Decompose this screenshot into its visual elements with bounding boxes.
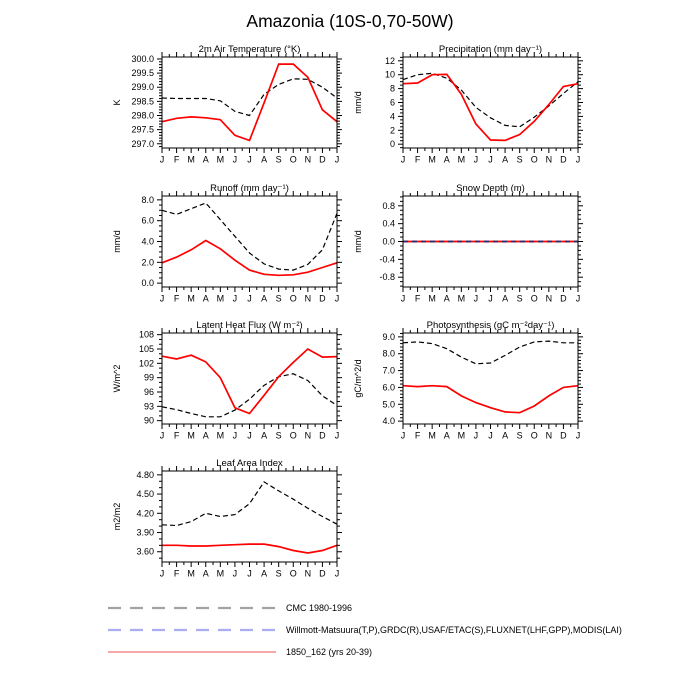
svg-text:J: J <box>247 293 252 304</box>
svg-text:-0.4: -0.4 <box>379 254 395 265</box>
y-axis-label: mm/d <box>353 230 363 253</box>
svg-text:O: O <box>530 154 538 165</box>
svg-text:J: J <box>247 430 252 441</box>
subplot-svg-latent-heat-flux <box>107 317 357 449</box>
svg-text:J: J <box>488 293 493 304</box>
y-axis-label: mm/d <box>112 230 122 253</box>
svg-text:J: J <box>232 293 238 304</box>
svg-text:A: A <box>261 430 268 441</box>
svg-text:J: J <box>159 293 165 304</box>
subplot-title: Snow Depth (m) <box>456 183 525 194</box>
legend-item-obs <box>107 624 622 636</box>
subplot-svg-photosynthesis <box>348 317 598 449</box>
subplot-title: Latent Heat Flux (W m⁻²) <box>196 320 303 331</box>
svg-text:D: D <box>319 293 326 304</box>
svg-text:M: M <box>187 154 195 165</box>
series-model <box>162 349 337 414</box>
svg-text:S: S <box>275 293 282 304</box>
svg-text:A: A <box>202 293 209 304</box>
svg-text:298.5: 298.5 <box>131 96 154 107</box>
plot-frame <box>162 57 337 148</box>
svg-text:298.0: 298.0 <box>131 110 154 121</box>
svg-text:D: D <box>560 293 567 304</box>
page-title: Amazonia (10S-0,70-50W) <box>246 11 454 31</box>
plot-frame <box>162 471 337 562</box>
svg-text:6: 6 <box>389 97 395 108</box>
svg-text:0.4: 0.4 <box>382 218 395 229</box>
svg-text:105: 105 <box>138 344 154 355</box>
svg-text:D: D <box>319 154 326 165</box>
svg-text:M: M <box>187 430 195 441</box>
svg-text:5.0: 5.0 <box>382 399 395 410</box>
svg-text:0.8: 0.8 <box>382 200 395 211</box>
svg-text:S: S <box>275 568 282 579</box>
subplot-svg-2m-air-temperature <box>107 41 357 173</box>
svg-text:99: 99 <box>143 372 154 383</box>
svg-text:90: 90 <box>143 415 154 426</box>
svg-text:D: D <box>319 568 326 579</box>
svg-text:N: N <box>545 293 553 304</box>
svg-text:108: 108 <box>138 329 154 340</box>
svg-text:M: M <box>187 293 195 304</box>
svg-text:A: A <box>261 568 268 579</box>
svg-text:297.5: 297.5 <box>131 124 154 135</box>
legend-line-obs-dashed <box>107 626 277 634</box>
y-axis-label: m2/m2 <box>112 502 122 531</box>
svg-text:S: S <box>516 154 523 165</box>
legend-label-cmc: CMC 1980-1996 <box>286 603 353 613</box>
svg-text:F: F <box>173 154 180 165</box>
svg-text:8.0: 8.0 <box>382 348 395 359</box>
svg-text:N: N <box>545 154 553 165</box>
series-model <box>162 64 337 140</box>
legend-item-model <box>107 646 372 658</box>
subplot-title: Precipitation (mm day⁻¹) <box>438 44 543 55</box>
series-model <box>162 544 337 553</box>
svg-text:S: S <box>516 293 523 304</box>
subplot-precipitation <box>348 41 598 173</box>
subplot-svg-runoff <box>107 180 357 312</box>
series-model <box>162 241 337 276</box>
svg-text:300.0: 300.0 <box>131 53 154 64</box>
svg-text:J: J <box>334 568 340 579</box>
subplot-title: Photosynthesis (gC m⁻²day⁻¹) <box>426 320 555 331</box>
legend-line-cmc-dashed <box>107 604 277 612</box>
svg-text:297.0: 297.0 <box>131 138 154 149</box>
svg-text:M: M <box>216 293 225 304</box>
svg-text:O: O <box>289 568 297 579</box>
svg-text:M: M <box>187 568 195 579</box>
svg-text:A: A <box>261 154 268 165</box>
svg-text:J: J <box>232 430 238 441</box>
svg-text:M: M <box>428 430 436 441</box>
svg-text:A: A <box>202 154 209 165</box>
svg-text:0.0: 0.0 <box>141 278 154 289</box>
svg-text:4.0: 4.0 <box>141 236 154 247</box>
svg-text:93: 93 <box>143 401 154 412</box>
plot-frame <box>403 333 578 424</box>
svg-text:299.0: 299.0 <box>131 82 154 93</box>
subplot-runoff <box>107 180 357 312</box>
svg-text:J: J <box>473 154 479 165</box>
svg-text:3.90: 3.90 <box>136 527 154 538</box>
svg-text:A: A <box>202 430 209 441</box>
subplot-svg-leaf-area-index <box>107 455 357 587</box>
svg-text:7.0: 7.0 <box>382 365 395 376</box>
series-cmc-obs <box>162 374 337 417</box>
svg-text:O: O <box>530 293 538 304</box>
svg-text:S: S <box>275 154 282 165</box>
svg-text:J: J <box>575 154 581 165</box>
subplot-svg-snow-depth <box>348 180 598 312</box>
svg-text:J: J <box>247 568 252 579</box>
y-axis-label: gC/m^2/d <box>353 359 363 398</box>
svg-text:F: F <box>414 430 421 441</box>
svg-text:102: 102 <box>138 358 154 369</box>
series-cmc-obs <box>162 203 337 270</box>
svg-text:J: J <box>473 293 479 304</box>
series-cmc-obs <box>162 482 337 526</box>
svg-text:A: A <box>502 430 509 441</box>
svg-text:J: J <box>334 154 340 165</box>
svg-text:A: A <box>443 154 450 165</box>
svg-text:O: O <box>289 154 297 165</box>
svg-text:8: 8 <box>389 83 395 94</box>
svg-text:M: M <box>457 154 466 165</box>
svg-text:M: M <box>428 293 436 304</box>
svg-text:O: O <box>530 430 538 441</box>
svg-text:4.20: 4.20 <box>136 508 154 519</box>
svg-text:6.0: 6.0 <box>141 215 154 226</box>
svg-text:N: N <box>304 293 312 304</box>
svg-text:0.0: 0.0 <box>382 236 395 247</box>
svg-text:J: J <box>334 293 340 304</box>
svg-text:N: N <box>545 430 553 441</box>
svg-text:F: F <box>173 568 180 579</box>
subplot-title: Leaf Area Index <box>216 458 283 469</box>
svg-text:N: N <box>304 568 312 579</box>
svg-text:4: 4 <box>389 111 395 122</box>
svg-text:N: N <box>304 154 312 165</box>
svg-text:A: A <box>443 293 450 304</box>
svg-text:J: J <box>334 430 340 441</box>
svg-text:3.60: 3.60 <box>136 546 154 557</box>
svg-text:12: 12 <box>384 55 395 66</box>
series-cmc-obs <box>403 341 578 364</box>
subplot-photosynthesis <box>348 317 598 449</box>
svg-text:0: 0 <box>389 139 395 150</box>
svg-text:F: F <box>173 430 180 441</box>
svg-text:J: J <box>575 293 581 304</box>
svg-text:M: M <box>216 568 225 579</box>
legend-label-obs: Willmott-Matsuura(T,P),GRDC(R),USAF/ETAC(S),FLUXNET(LHF,GPP),MODIS(LAI) <box>286 625 622 635</box>
svg-text:J: J <box>400 154 406 165</box>
plot-frame <box>162 333 337 424</box>
svg-text:D: D <box>319 430 326 441</box>
svg-text:96: 96 <box>143 386 154 397</box>
svg-text:J: J <box>400 293 406 304</box>
svg-text:F: F <box>414 293 421 304</box>
subplot-leaf-area-index <box>107 455 357 587</box>
svg-text:2.0: 2.0 <box>141 257 154 268</box>
svg-text:A: A <box>502 293 509 304</box>
subplot-title: Runoff (mm day⁻¹) <box>210 183 289 194</box>
svg-text:M: M <box>216 154 225 165</box>
y-axis-label: W/m^2 <box>112 364 122 393</box>
y-axis-label: K <box>112 99 122 106</box>
series-model <box>403 386 578 413</box>
plot-frame <box>403 57 578 148</box>
svg-text:6.0: 6.0 <box>382 382 395 393</box>
svg-text:J: J <box>159 430 165 441</box>
svg-text:S: S <box>516 430 523 441</box>
svg-text:S: S <box>275 430 282 441</box>
svg-text:J: J <box>575 430 581 441</box>
svg-text:F: F <box>414 154 421 165</box>
svg-text:A: A <box>443 430 450 441</box>
svg-text:F: F <box>173 293 180 304</box>
svg-text:M: M <box>457 430 466 441</box>
svg-text:A: A <box>202 568 209 579</box>
svg-text:J: J <box>232 568 238 579</box>
svg-text:J: J <box>488 430 493 441</box>
svg-text:4.0: 4.0 <box>382 416 395 427</box>
svg-text:299.5: 299.5 <box>131 68 154 79</box>
subplot-title: 2m Air Temperature (°K) <box>198 44 301 55</box>
subplot-snow-depth <box>348 180 598 312</box>
svg-text:10: 10 <box>384 69 395 80</box>
svg-text:M: M <box>216 430 225 441</box>
svg-text:J: J <box>247 154 252 165</box>
legend-line-model-solid <box>107 648 277 656</box>
legend-label-model: 1850_162 (yrs 20-39) <box>286 647 373 657</box>
svg-text:J: J <box>159 568 165 579</box>
svg-text:D: D <box>560 430 567 441</box>
subplot-latent-heat-flux <box>107 317 357 449</box>
svg-text:J: J <box>232 154 238 165</box>
legend-item-cmc <box>107 602 352 614</box>
svg-text:J: J <box>159 154 165 165</box>
svg-text:M: M <box>428 154 436 165</box>
svg-text:J: J <box>488 154 493 165</box>
svg-text:8.0: 8.0 <box>141 194 154 205</box>
subplot-2m-air-temperature <box>107 41 357 173</box>
svg-text:-0.8: -0.8 <box>379 272 395 283</box>
series-model <box>403 74 578 140</box>
svg-text:O: O <box>289 430 297 441</box>
subplot-svg-precipitation <box>348 41 598 173</box>
svg-text:A: A <box>502 154 509 165</box>
svg-text:J: J <box>473 430 479 441</box>
svg-text:A: A <box>261 293 268 304</box>
svg-text:9.0: 9.0 <box>382 331 395 342</box>
svg-text:J: J <box>400 430 406 441</box>
svg-text:2: 2 <box>389 125 395 136</box>
svg-text:M: M <box>457 293 466 304</box>
svg-text:O: O <box>289 293 297 304</box>
svg-text:D: D <box>560 154 567 165</box>
svg-text:4.80: 4.80 <box>136 469 154 480</box>
svg-text:N: N <box>304 430 312 441</box>
y-axis-label: mm/d <box>353 91 363 114</box>
svg-text:4.50: 4.50 <box>136 489 154 500</box>
